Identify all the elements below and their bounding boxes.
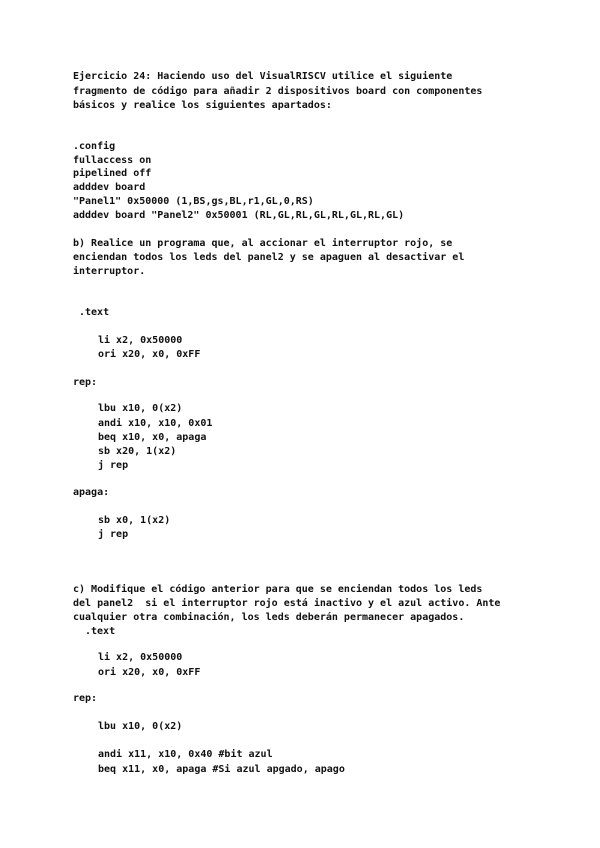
intro-line-2: fragmento de código para añadir 2 dispositivos board con componentes — [73, 86, 483, 97]
code-b-loop-2: andi x10, x10, 0x01 — [98, 418, 213, 429]
code-c-check-2: beq x11, x0, apaga #Si azul apgado, apago — [98, 764, 345, 775]
code-c-load: lbu x10, 0(x2) — [98, 721, 183, 732]
code-c-setup-1: li x2, 0x50000 — [98, 652, 183, 663]
config-line-1: .config — [73, 141, 116, 152]
code-b-loop-3: beq x10, x0, apaga — [98, 432, 207, 443]
config-line-3: pipelined off — [73, 168, 152, 179]
code-c-check-1: andi x11, x10, 0x40 #bit azul — [98, 749, 273, 760]
intro-line-1: Ejercicio 24: Haciendo uso del VisualRISCV utilice el siguiente — [73, 71, 453, 82]
config-line-5: "Panel1" 0x50000 (1,BS,gs,BL,r1,GL,0,RS) — [73, 196, 314, 207]
part-b-line-3: interruptor. — [73, 266, 146, 277]
code-b-setup-1: li x2, 0x50000 — [98, 335, 183, 346]
config-line-2: fullaccess on — [73, 155, 152, 166]
part-c-line-2: del panel2 si el interruptor rojo está inactivo y el azul activo. Ante — [73, 598, 501, 609]
code-c-setup-2: ori x20, x0, 0xFF — [98, 667, 201, 678]
code-b-loop-1: lbu x10, 0(x2) — [98, 403, 183, 414]
code-b-loop-4: sb x20, 1(x2) — [98, 446, 177, 457]
code-b-setup-2: ori x20, x0, 0xFF — [98, 349, 201, 360]
part-c-line-3: cualquier otra combinación, los leds deberán permanecer apagados. — [73, 612, 465, 623]
code-b-loop-5: j rep — [98, 460, 129, 471]
intro-line-3: básicos y realice los siguientes apartados: — [73, 100, 332, 111]
code-b-apaga-label: apaga: — [73, 487, 110, 498]
config-line-4: adddev board — [73, 182, 146, 193]
code-b-rep-label: rep: — [73, 377, 98, 388]
part-c-line-1: c) Modifique el código anterior para que se enciendan todos los leds — [73, 584, 483, 595]
code-c-rep-label: rep: — [73, 693, 98, 704]
code-b-apaga-2: j rep — [98, 529, 129, 540]
code-b-apaga-1: sb x0, 1(x2) — [98, 515, 171, 526]
code-c-text-directive: .text — [85, 626, 116, 637]
part-b-line-1: b) Realice un programa que, al accionar el interruptor rojo, se — [73, 238, 453, 249]
code-b-text-directive: .text — [79, 307, 110, 318]
config-line-6: adddev board "Panel2" 0x50001 (RL,GL,RL,GL,RL,GL,RL,GL) — [73, 210, 405, 221]
part-b-line-2: enciendan todos los leds del panel2 y se apaguen al desactivar el — [73, 252, 465, 263]
